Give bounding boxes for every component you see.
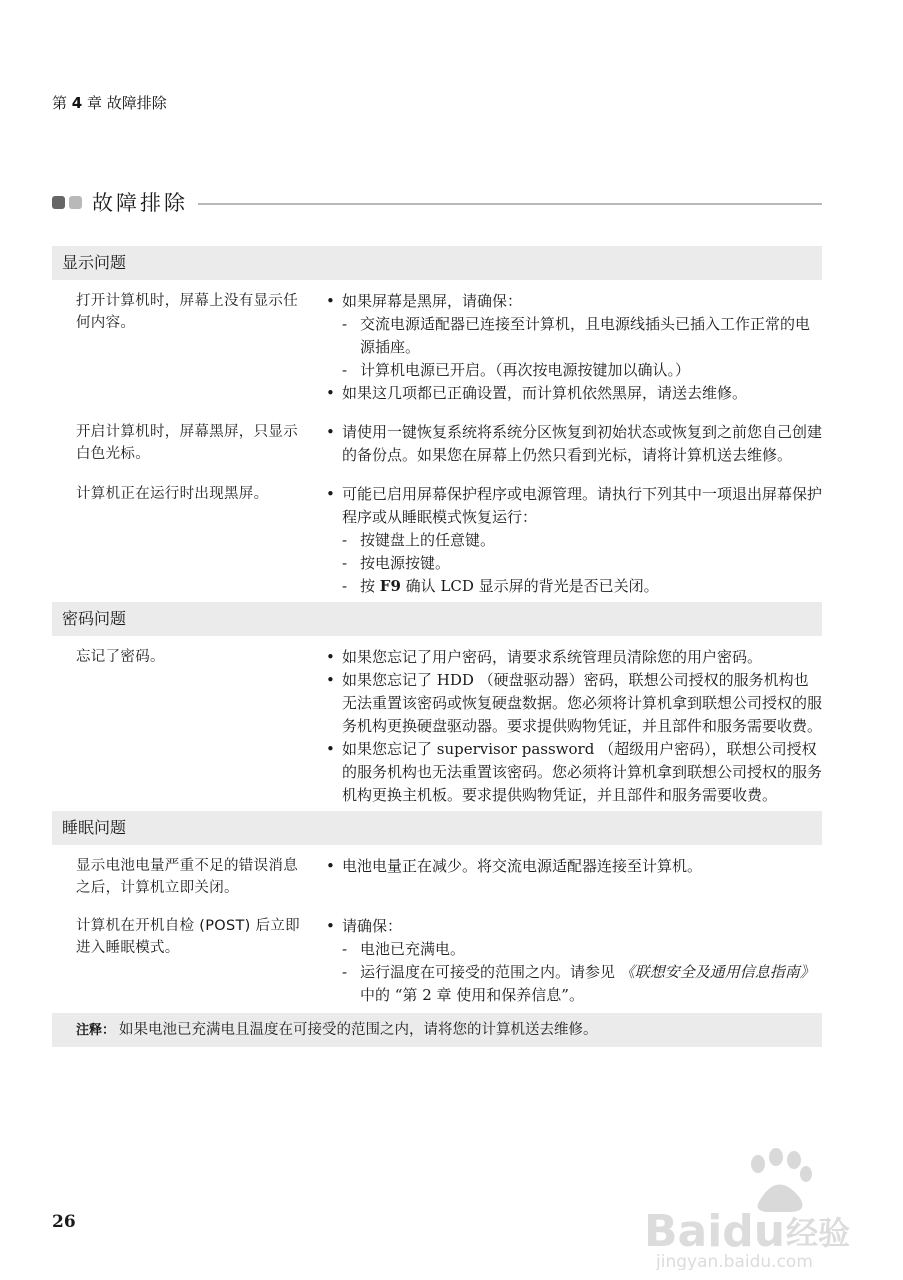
- problem-row: [52, 845, 822, 905]
- problem-row: [52, 473, 822, 602]
- light-square-icon: [69, 196, 82, 209]
- solution-list: [320, 915, 822, 1007]
- section-title: 故障排除: [92, 191, 188, 215]
- solution-bullet: • 如果屏幕是黑屏，请确保：: [320, 290, 822, 313]
- note-label: 注释：: [76, 1023, 116, 1038]
- note-text: 如果电池已充满电且温度在可接受的范围之内，请将您的计算机送去维修。: [119, 1022, 598, 1038]
- problem-row: [52, 636, 822, 811]
- solution-dash: [320, 961, 822, 1007]
- category-sleep: 睡眠问题: [52, 811, 822, 845]
- solution-list: [320, 646, 822, 807]
- solution-dash: - 按电源按键。: [320, 552, 822, 575]
- ref-title: 《联想安全及通用信息指南》: [619, 963, 815, 981]
- problem-text: 忘记了密码。: [76, 649, 165, 665]
- solution-list: [320, 855, 822, 899]
- troubleshooting-table: [52, 246, 822, 1047]
- problem-text: 计算机正在运行时出现黑屏。: [76, 486, 269, 502]
- solution-list: [320, 421, 822, 467]
- watermark-url: jingyan.baidu.com: [656, 1252, 813, 1270]
- title-rule: [198, 203, 822, 205]
- solution-dash: [320, 575, 822, 598]
- page-number: 26: [52, 1212, 76, 1232]
- solution-bullet: • 可能已启用屏幕保护程序或电源管理。请执行下列其中一项退出屏幕保护程序或从睡眠模式恢复运行：: [320, 483, 822, 529]
- f9-post: 确认 LCD 显示屏的背光是否已关闭。: [405, 577, 659, 595]
- solution-bullet: • 请确保：: [320, 915, 822, 938]
- problem-text: 计算机在开机自检 (POST) 后立即进入睡眠模式。: [76, 918, 300, 956]
- solution-bullet: • 如果您忘记了 HDD （硬盘驱动器）密码，联想公司授权的服务机构也无法重置该密码或恢复硬盘数据。您必须将计算机拿到联想公司授权的服务机构更换硬盘驱动器。要求提供购物凭证，并且部件和服务需要收费。: [320, 669, 822, 738]
- ref-pre: 运行温度在可接受的范围之内。请参见: [360, 963, 616, 981]
- chapter-number: 4: [71, 94, 83, 112]
- f9-pre: 按: [360, 577, 376, 595]
- solution-bullet: • 如果您忘记了 supervisor password （超级用户密码），联想公司授权的服务机构也无法重置该密码。您必须将计算机拿到联想公司授权的服务机构更换主机板。要求提供购物凭证，并且部件和服务需要收费。: [320, 738, 822, 807]
- chapter-suffix: 章 故障排除: [87, 94, 167, 112]
- problem-text: 开启计算机时，屏幕黑屏，只显示白色光标。: [76, 424, 298, 462]
- solution-bullet: • 如果这几项都已正确设置，而计算机依然黑屏，请送去维修。: [320, 382, 822, 405]
- solution-dash: - 交流电源适配器已连接至计算机，且电源线插头已插入工作正常的电源插座。: [320, 313, 822, 359]
- category-password: 密码问题: [52, 602, 822, 636]
- solution-bullet: • 请使用一键恢复系统将系统分区恢复到初始状态或恢复到之前您自己创建的备份点。如果您在屏幕上仍然只看到光标，请将计算机送去维修。: [320, 421, 822, 467]
- solution-list: [320, 290, 822, 405]
- problem-text: 打开计算机时，屏幕上没有显示任何内容。: [76, 293, 298, 331]
- section-title-row: [52, 186, 822, 218]
- chapter-header: [52, 92, 167, 113]
- solution-dash: - 计算机电源已开启。（再次按电源按键加以确认。）: [320, 359, 822, 382]
- solution-dash: - 电池已充满电。: [320, 938, 822, 961]
- baidu-watermark: [640, 1140, 870, 1270]
- solution-dash: - 按键盘上的任意键。: [320, 529, 822, 552]
- note-row: [52, 1013, 822, 1047]
- chapter-prefix: 第: [52, 94, 68, 112]
- f9-key: F9: [379, 577, 401, 595]
- category-display: 显示问题: [52, 246, 822, 280]
- problem-row: [52, 411, 822, 473]
- watermark-brand: Baidu: [644, 1206, 786, 1257]
- problem-text: 显示电池电量严重不足的错误消息之后，计算机立即关闭。: [76, 858, 298, 896]
- problem-row: [52, 905, 822, 1007]
- problem-row: [52, 280, 822, 411]
- solution-bullet: • 如果您忘记了用户密码，请要求系统管理员清除您的用户密码。: [320, 646, 822, 669]
- watermark-brand-cn: 经验: [786, 1214, 851, 1252]
- dark-square-icon: [52, 196, 65, 209]
- paw-icon: [751, 1148, 812, 1212]
- solution-bullet: • 电池电量正在减少。将交流电源适配器连接至计算机。: [320, 855, 822, 878]
- solution-list: [320, 483, 822, 598]
- ref-post: 中的 “第 2 章 使用和保养信息”。: [360, 986, 584, 1004]
